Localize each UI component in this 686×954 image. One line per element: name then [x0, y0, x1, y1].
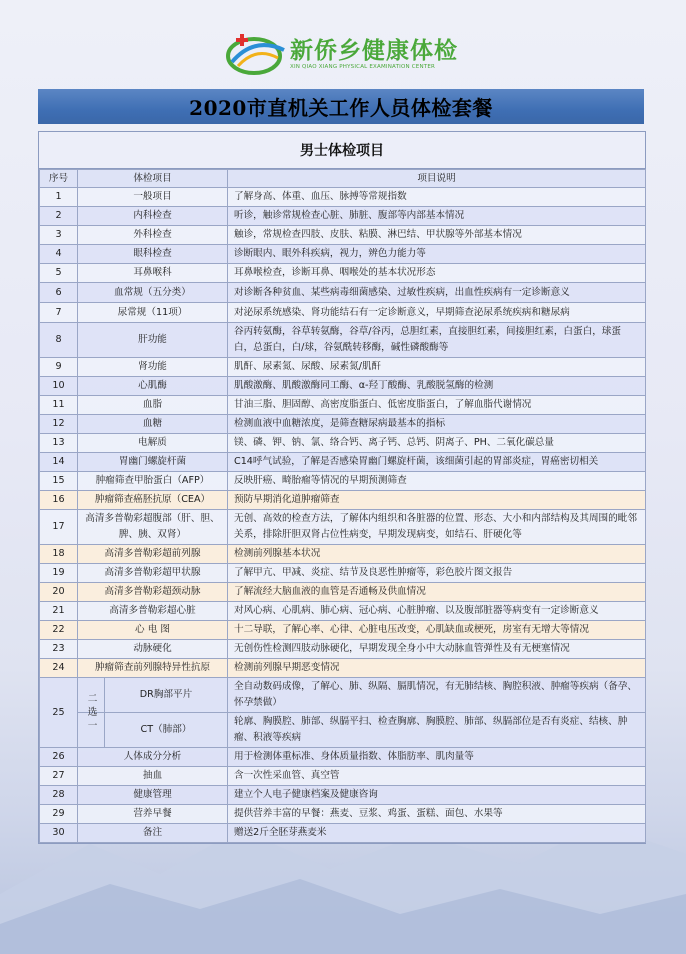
exam-item-name: 肿瘤筛查前列腺特异性抗原 [78, 659, 228, 678]
row-number: 3 [40, 226, 78, 245]
table-row [40, 767, 646, 786]
table-row [40, 245, 646, 264]
exam-item-description: 了解甲亢、甲减、炎症、结节及良恶性肿瘤等，彩色胶片图文报告 [228, 564, 646, 583]
row-number: 24 [40, 659, 78, 678]
exam-item-name: 健康管理 [78, 786, 228, 805]
exam-item-name: 高清多普勒彩超心脏 [78, 602, 228, 621]
exam-item-name: 高清多普勒彩超甲状腺 [78, 564, 228, 583]
table-row [40, 434, 646, 453]
row-number: 10 [40, 377, 78, 396]
exam-item-description: 耳鼻喉检查，诊断耳鼻、咽喉处的基本状况形态 [228, 264, 646, 283]
row-number: 12 [40, 415, 78, 434]
row-number: 27 [40, 767, 78, 786]
exam-item-description: 全自动数码成像，了解心、肺、纵隔、膈肌情况，有无肺结核、胸腔积液、肿瘤等疾病（备孕、怀孕禁做） [228, 678, 646, 713]
row-number: 25 [40, 678, 78, 748]
exam-item-name: CT（肺部） [140, 724, 192, 735]
column-header: 序号 [40, 170, 78, 188]
exam-item-description: 预防早期消化道肿瘤筛查 [228, 491, 646, 510]
exam-item-description: 肌酐、尿素氮、尿酸、尿素氮/肌酐 [228, 358, 646, 377]
exam-item-description: 了解流经大脑血液的血管是否通畅及供血情况 [228, 583, 646, 602]
exam-item-description: 对泌尿系统感染、肾功能结石有一定诊断意义，早期筛查泌尿系统疾病和糖尿病 [228, 303, 646, 323]
exam-item-name: 尿常规（11项） [78, 303, 228, 323]
table-row [40, 303, 646, 323]
table-subtitle: 男士体检项目 [39, 132, 645, 169]
table-row [40, 545, 646, 564]
choice-label: 二选一 [78, 678, 105, 748]
table-header-row [40, 170, 646, 188]
column-header: 体检项目 [78, 170, 228, 188]
row-number: 2 [40, 207, 78, 226]
exam-item-description: 诊断眼内、眼外科疾病，视力，辨色力能力等 [228, 245, 646, 264]
table-row [40, 226, 646, 245]
exam-item-description: 了解身高、体重、血压、脉搏等常规指数 [228, 188, 646, 207]
exam-item-name: 动脉硬化 [78, 640, 228, 659]
exam-item-description: 无创、高效的检查方法，了解体内组织和各脏器的位置、形态、大小和内部结构及其周围的毗邻关系，排除肝胆双肾占位性病变，早期发现病变，如结石、肝硬化等 [228, 510, 646, 545]
row-number: 18 [40, 545, 78, 564]
table-row [40, 453, 646, 472]
row-number: 8 [40, 323, 78, 358]
row-number: 30 [40, 824, 78, 843]
row-number: 15 [40, 472, 78, 491]
exam-item-name: 营养早餐 [78, 805, 228, 824]
exam-item-description: 检测前列腺基本状况 [228, 545, 646, 564]
row-number: 5 [40, 264, 78, 283]
table-row [40, 805, 646, 824]
exam-item-description: 含一次性采血管、真空管 [228, 767, 646, 786]
table-row [40, 283, 646, 303]
row-number: 20 [40, 583, 78, 602]
exam-item-description: 用于检测体重标准、身体质量指数、体脂肪率、肌肉量等 [228, 748, 646, 767]
exam-item-name: 高清多普勒彩超前列腺 [78, 545, 228, 564]
table-row [40, 659, 646, 678]
exam-item-description: 肌酸激酶、肌酸激酶同工酶、α-羟丁酸酶、乳酸脱氢酶的检测 [228, 377, 646, 396]
table-row [40, 824, 646, 843]
table-row [40, 188, 646, 207]
exam-item-name: 备注 [78, 824, 228, 843]
exam-item-description: 建立个人电子健康档案及健康咨询 [228, 786, 646, 805]
brand-name: 新侨乡健康体检 [290, 38, 458, 64]
row-number: 9 [40, 358, 78, 377]
exam-item-description: 提供营养丰富的早餐：燕麦、豆浆、鸡蛋、蛋糕、面包、水果等 [228, 805, 646, 824]
row-number: 19 [40, 564, 78, 583]
table-row [40, 678, 646, 713]
exam-item-name: 胃幽门螺旋杆菌 [78, 453, 228, 472]
row-number: 23 [40, 640, 78, 659]
exam-item-description: 检测前列腺早期恶变情况 [228, 659, 646, 678]
exam-item-description: 检测血液中血糖浓度，是筛查糖尿病最基本的指标 [228, 415, 646, 434]
exam-item-description: 听诊，触诊常规检查心脏、肺脏、腹部等内部基本情况 [228, 207, 646, 226]
exam-item-name: 电解质 [78, 434, 228, 453]
exam-item-name: 血常规（五分类） [78, 283, 228, 303]
exam-item-name: 眼科检查 [78, 245, 228, 264]
table-row [40, 602, 646, 621]
table-row [40, 510, 646, 545]
row-number: 22 [40, 621, 78, 640]
exam-item-description: 反映肝癌、畸胎瘤等情况的早期预测筛查 [228, 472, 646, 491]
exam-item-description: 赠送2斤全胚芽燕麦米 [228, 824, 646, 843]
exam-item-name: 内科检查 [78, 207, 228, 226]
brand-name-english: XIN QIAO XIANG PHYSICAL EXAMINATION CENTER [290, 64, 436, 70]
exam-item-name: 肿瘤筛查癌胚抗原（CEA） [78, 491, 228, 510]
exam-item-description: 镁、磷、钾、钠、氯、络合钙、离子钙、总钙、阴离子、PH、二氧化碳总量 [228, 434, 646, 453]
row-number: 1 [40, 188, 78, 207]
exam-item-name: 外科检查 [78, 226, 228, 245]
exam-item-name: 血糖 [78, 415, 228, 434]
table-row [40, 472, 646, 491]
row-number: 29 [40, 805, 78, 824]
exam-item-description: 触诊，常规检查四肢、皮肤、粘膜、淋巴结、甲状腺等外部基本情况 [228, 226, 646, 245]
table-row [40, 207, 646, 226]
exam-item-description: 轮廓、胸膜腔、肺部、纵膈平扫、检查胸廓、胸膜腔、肺部、纵膈部位是否有炎症、结核、肿瘤、积液等疾病 [228, 713, 646, 748]
table-row [40, 323, 646, 358]
column-header: 项目说明 [228, 170, 646, 188]
exam-item-description: C14呼气试验，了解是否感染胃幽门螺旋杆菌，该细菌引起的胃部炎症，胃癌密切相关 [228, 453, 646, 472]
exam-item-name: 一般项目 [78, 188, 228, 207]
exam-item-name: 肿瘤筛查甲胎蛋白（AFP） [78, 472, 228, 491]
exam-item-description: 对诊断各种贫血、某些病毒细菌感染、过敏性疾病，出血性疾病有一定诊断意义 [228, 283, 646, 303]
exam-item-description: 谷丙转氨酶，谷草转氨酶，谷草/谷丙，总胆红素，直接胆红素，间接胆红素，白蛋白，球蛋白，总蛋白，白/球，谷氨酰转移酶，碱性磷酸酶等 [228, 323, 646, 358]
exam-item-description: 无创伤性检测四肢动脉硬化，早期发现全身小中大动脉血管弹性及有无梗塞情况 [228, 640, 646, 659]
table-row [40, 640, 646, 659]
exam-item-name: 血脂 [78, 396, 228, 415]
exam-item-name: 抽血 [78, 767, 228, 786]
table-row [40, 748, 646, 767]
table-row [40, 583, 646, 602]
exam-item-name: 心肌酶 [78, 377, 228, 396]
row-number: 13 [40, 434, 78, 453]
table-row [40, 786, 646, 805]
exam-item-description: 甘油三脂、胆固醇、高密度脂蛋白、低密度脂蛋白，了解血脂代谢情况 [228, 396, 646, 415]
exam-item-name: 心 电 图 [78, 621, 228, 640]
table-row [40, 491, 646, 510]
table-row [40, 564, 646, 583]
table-row [40, 396, 646, 415]
brand-header [0, 22, 686, 82]
exam-item-name: 高清多普勒彩超颈动脉 [78, 583, 228, 602]
brand-logo-icon [226, 28, 288, 76]
row-number: 6 [40, 283, 78, 303]
table-row [40, 621, 646, 640]
row-number: 28 [40, 786, 78, 805]
exam-item-name: 人体成分分析 [78, 748, 228, 767]
table-row [40, 713, 646, 748]
row-number: 26 [40, 748, 78, 767]
page-title: 2020市直机关工作人员体检套餐 [189, 96, 493, 120]
exam-items-table [39, 169, 646, 843]
exam-item-description: 对风心病、心肌病、肺心病、冠心病、心脏肿瘤、以及腹部脏器等病变有一定诊断意义 [228, 602, 646, 621]
exam-item-name: DR胸部平片 [139, 689, 193, 700]
table-row [40, 377, 646, 396]
row-number: 16 [40, 491, 78, 510]
exam-item-name: 耳鼻喉科 [78, 264, 228, 283]
row-number: 14 [40, 453, 78, 472]
table-row [40, 264, 646, 283]
exam-item-name: 高清多普勒彩超腹部（肝、胆、脾、胰、双肾） [78, 510, 228, 545]
table-row [40, 358, 646, 377]
exam-item-description: 十二导联，了解心率、心律、心脏电压改变，心肌缺血或梗死，房室有无增大等情况 [228, 621, 646, 640]
row-number: 17 [40, 510, 78, 545]
exam-item-name: 肝功能 [78, 323, 228, 358]
row-number: 4 [40, 245, 78, 264]
exam-table [38, 131, 646, 844]
row-number: 11 [40, 396, 78, 415]
table-row [40, 415, 646, 434]
row-number: 7 [40, 303, 78, 323]
exam-item-name: 肾功能 [78, 358, 228, 377]
row-number: 21 [40, 602, 78, 621]
page-title-bar [38, 89, 644, 124]
